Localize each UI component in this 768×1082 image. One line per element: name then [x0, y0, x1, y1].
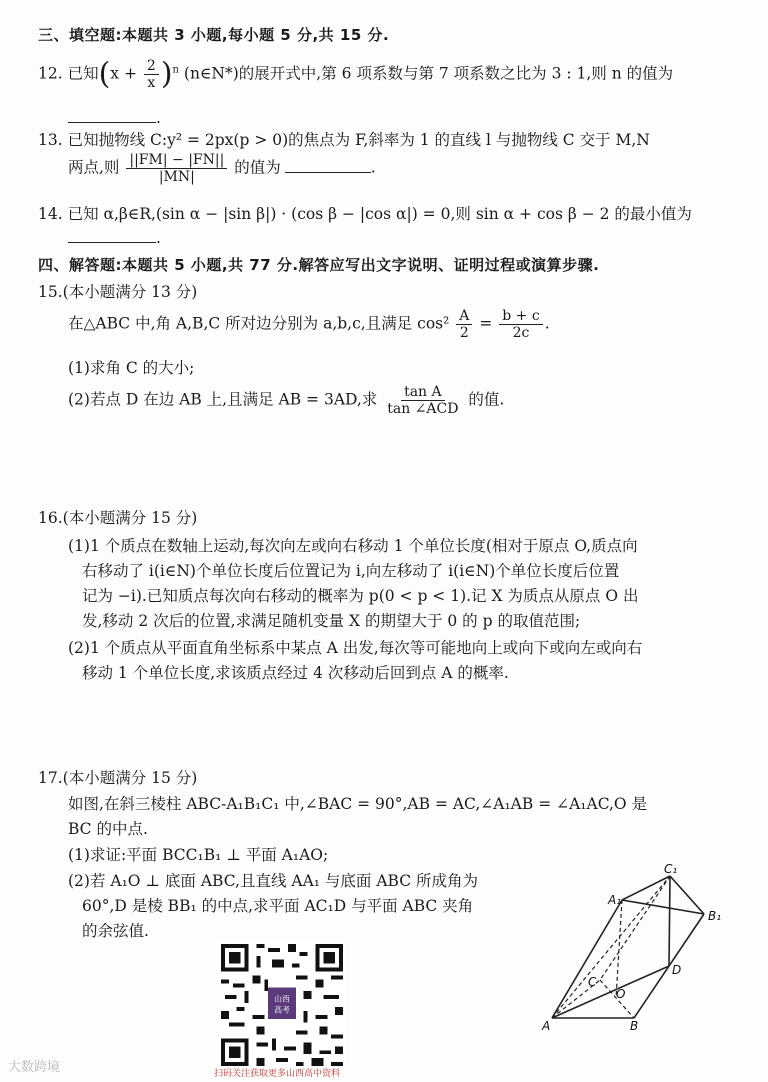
q16-line2: 右移动了 i(i∈N)个单位长度后位置记为 i,向左移动了 i(i∈N)个单位长度后位置: [82, 562, 620, 580]
q13-line1: 13. 已知抛物线 C:y² = 2px(p > 0)的焦点为 F,斜率为 1 的直线 l 与抛物线 C 交于 M,N: [38, 131, 650, 149]
q16-heading: 16.(本小题满分 15 分): [38, 509, 198, 527]
q13-answer-blank: [285, 156, 371, 173]
q13-line2: 两点,则 $\frac{||FM| - |FN||}{|MN|}$ 的值为 .: [68, 152, 376, 186]
q17-line4: (2)若 A₁O ⊥ 底面 ABC,且直线 AA₁ 与底面 ABC 所成角为: [68, 872, 479, 890]
q12-condition: (n∈N*): [183, 64, 239, 83]
label-d: D: [672, 963, 682, 977]
q14-answer-blank: .: [68, 226, 161, 247]
q15-part2: (2)若点 D 在边 AB 上,且满足 AB = 3AD,求 $\frac{\text{tan A}}{\text{tan ∠ACD}}$ 的值.: [68, 384, 505, 418]
q12-fraction: $\frac{2}{x}$: [144, 58, 159, 91]
watermark: 大数跨境: [8, 1060, 61, 1075]
qr-code[interactable]: [216, 940, 348, 1070]
q16-line5: (2)1 个质点从平面直角坐标系中某点 A 出发,每次等可能地向上或向下或向左或向右: [68, 639, 643, 657]
label-c: C: [588, 975, 597, 989]
q12-answer-blank: .: [68, 106, 161, 127]
label-a: A: [542, 1019, 551, 1033]
q16-line3: 记为 −i).已知质点每次向右移动的概率为 p(0 < p < 1).记 X 为质点从原点 O 出: [82, 587, 639, 605]
q13-fraction: $\frac{||FM| - |FN||}{|MN|}$: [126, 152, 227, 185]
q15-part1: (1)求角 C 的大小;: [68, 359, 195, 377]
q17-line6: 的余弦值.: [82, 922, 149, 940]
qr-caption: 扫码关注获取更多山西高中资料: [214, 1069, 341, 1079]
oblique-prism-figure: [538, 862, 734, 1034]
label-b: B: [630, 1019, 639, 1033]
q16-line6: 移动 1 个单位长度,求该质点经过 4 次移动后回到点 A 的概率.: [82, 664, 509, 682]
q17-line3: (1)求证:平面 BCC₁B₁ ⊥ 平面 A₁AO;: [68, 846, 329, 864]
q12-exponent: n: [172, 64, 179, 76]
label-a1: A₁: [608, 893, 622, 907]
qr-center-text-2: 高考: [274, 1005, 290, 1015]
section-4-title: 四、解答题:本题共 5 小题,共 77 分.解答应写出文字说明、证明过程或演算步骤.: [38, 256, 600, 274]
q12-x-plus: x +: [110, 64, 137, 83]
q12-num: 12. 已知: [38, 64, 99, 83]
q14-line1: 14. 已知 α,β∈R,(sin α − |sin β|) · (cos β − |cos α|) = 0,则 sin α + cos β − 2 的最小值为: [38, 205, 692, 223]
q15-stem: 在△ABC 中,角 A,B,C 所对边分别为 a,b,c,且满足 cos² $\frac{A}{2}$ = $\frac{b + c}{2c}$ .: [68, 308, 550, 342]
q15-heading: 15.(本小题满分 13 分): [38, 283, 198, 301]
q17-heading: 17.(本小题满分 15 分): [38, 769, 198, 787]
qr-center-text-1: 山西: [274, 994, 290, 1004]
q17-line5: 60°,D 是棱 BB₁ 的中点,求平面 AC₁D 与平面 ABC 夹角: [82, 897, 474, 915]
q15-fraction-1: $\frac{A}{2}$: [456, 308, 472, 341]
q12-line1: 12. 已知(x + $\frac{2}{x}$ )$^n$ (n∈N*)的展开式中,第 6 项系数与第 7 项系数之比为 3 : 1,则 n 的值为: [38, 56, 674, 92]
label-c1: C₁: [664, 862, 678, 876]
q16-line4: 发,移动 2 次后的位置,求满足随机变量 X 的期望大于 0 的 p 的取值范围;: [82, 612, 581, 630]
q16-line1: (1)1 个质点在数轴上运动,每次向左或向右移动 1 个单位长度(相对于原点 O,质点向: [68, 537, 638, 555]
label-o: O: [616, 987, 626, 1001]
label-b1: B₁: [708, 909, 722, 923]
q17-line1: 如图,在斜三棱柱 ABC-A₁B₁C₁ 中,∠BAC = 90°,AB = AC,∠A₁AB = ∠A₁AC,O 是: [68, 795, 648, 813]
q15-fraction-3: $\frac{\text{tan A}}{\text{tan ∠ACD}}$: [387, 384, 459, 418]
q17-line2: BC 的中点.: [68, 820, 148, 838]
section-3-title: 三、填空题:本题共 3 小题,每小题 5 分,共 15 分.: [38, 26, 390, 44]
q12-text: 的展开式中,第 6 项系数与第 7 项系数之比为 3 : 1,则 n 的值为: [238, 64, 674, 83]
q15-fraction-2: $\frac{b + c}{2c}$: [499, 308, 542, 341]
